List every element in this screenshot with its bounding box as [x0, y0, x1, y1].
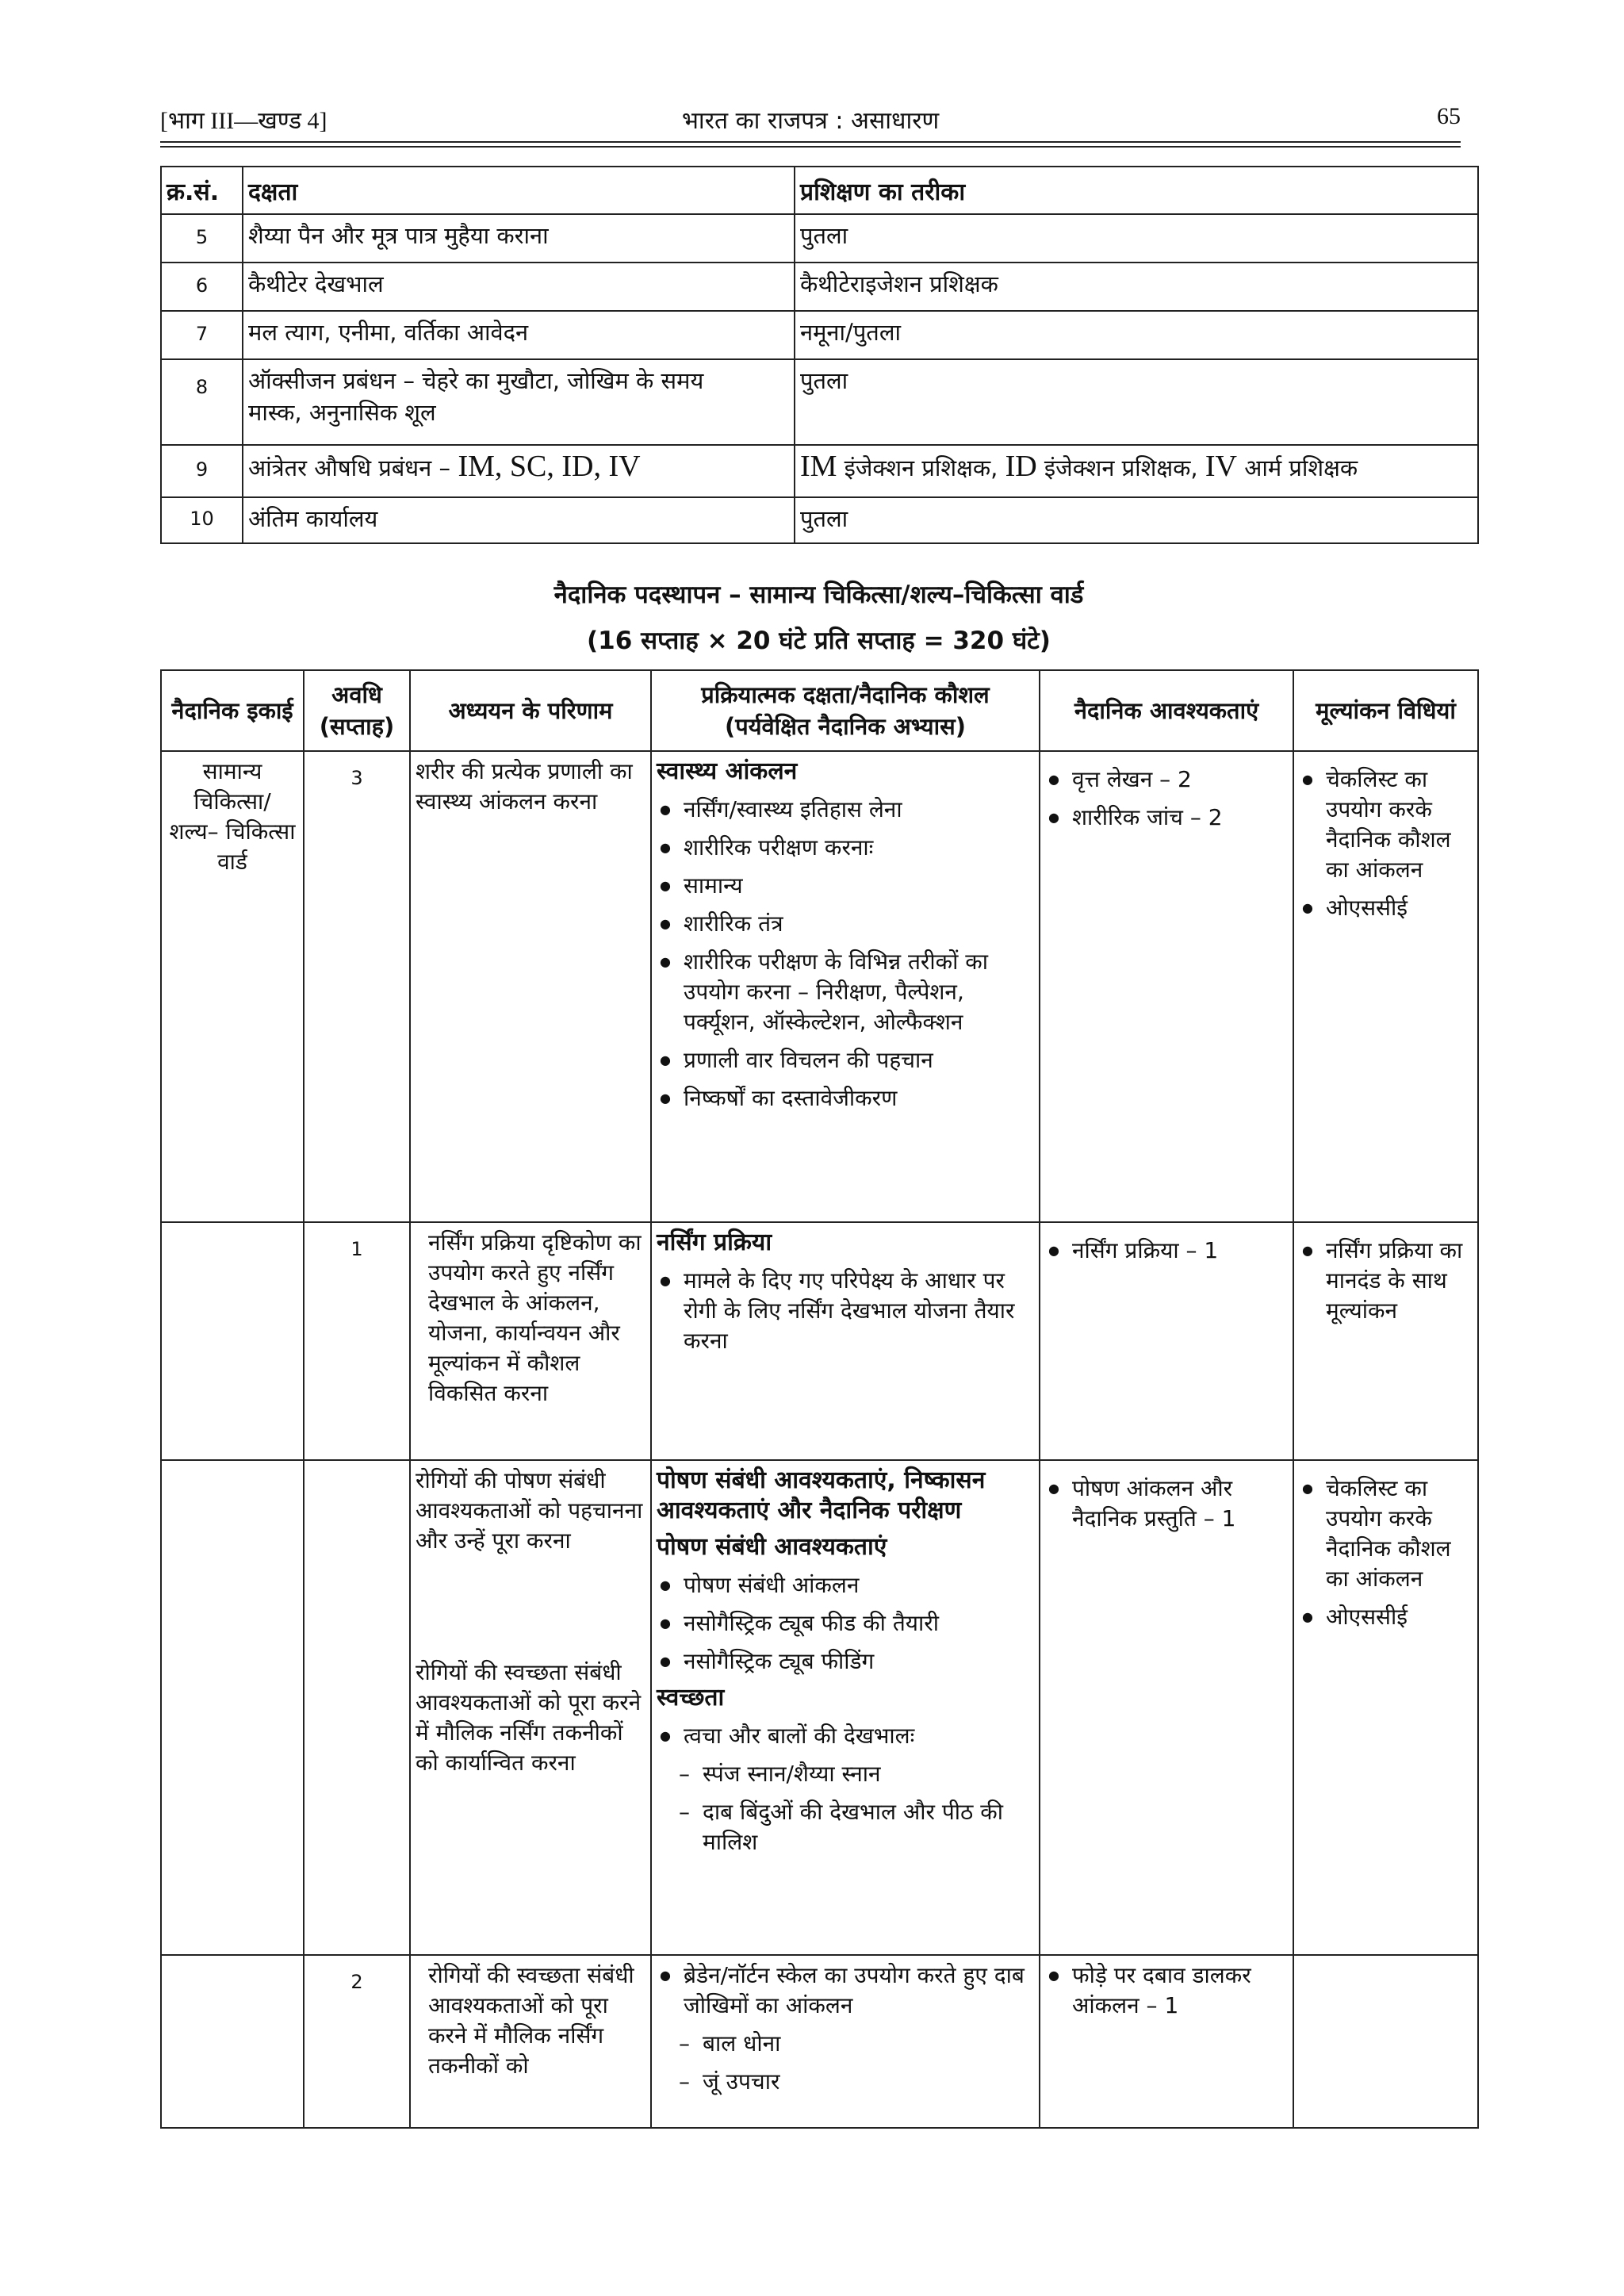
column-header-assessment-methods: मूल्यांकन विधियां [1293, 670, 1478, 751]
clinical-unit-cell [161, 1955, 304, 2128]
skill-cell: शैय्या पैन और मूत्र पात्र मुहैया कराना [243, 214, 795, 263]
list-item: ● शारीरिक जांच – 2 [1045, 803, 1288, 833]
duration-cell: 3 [304, 751, 410, 1222]
skill-cell [243, 445, 795, 497]
outcome-cell [410, 1460, 651, 1955]
column-header-duration: अवधि (सप्ताह) [304, 670, 410, 751]
method-cell [795, 445, 1478, 497]
skills-cell [651, 1460, 1040, 1955]
assessment-cell [1293, 1222, 1478, 1460]
list-item: ● शारीरिक तंत्र [657, 909, 1034, 939]
list-item: ● पोषण संबंधी आंकलन [657, 1570, 1034, 1600]
list-item: ● नर्सिंग प्रक्रिया – 1 [1045, 1236, 1288, 1266]
skill-heading: स्वास्थ्य आंकलन [657, 757, 798, 785]
serial-number: 7 [161, 311, 243, 359]
table-row [161, 359, 1478, 445]
list-item: ● ओएससीई [1299, 893, 1473, 923]
skill-subheading: स्वच्छता [657, 1684, 725, 1711]
list-item: ● नसोगैस्ट्रिक ट्यूब फीड की तैयारी [657, 1608, 1034, 1639]
list-item: ● फोड़े पर दबाव डालकर आंकलन – 1 [1045, 1961, 1288, 2021]
list-item: ● चेकलिस्ट का उपयोग करके नैदानिक कौशल का आंकलन [1299, 1474, 1473, 1594]
skill-cell: अंतिम कार्यालय [243, 497, 795, 543]
skill-cell: कैथीटेर देखभाल [243, 263, 795, 311]
table-row [161, 497, 1478, 543]
column-header-method: प्रशिक्षण का तरीका [795, 167, 1478, 214]
outcome-text: रोगियों की पोषण संबंधी आवश्यकताओं को पहचानना और उन्हें पूरा करना [416, 1467, 643, 1554]
section-subheading: (16 सप्ताह × 20 घंटे प्रति सप्ताह = 320 घंटे) [587, 627, 1051, 655]
clinical-posting-table [160, 669, 1479, 2129]
list-item: ● नसोगैस्ट्रिक ट्यूब फीडिंग [657, 1646, 1034, 1677]
serial-number: 5 [161, 214, 243, 263]
outcome-text: रोगियों की स्वच्छता संबंधी आवश्यकताओं को पूरा करने में मौलिक नर्सिंग तकनीकों को कार्यान्वित करना [416, 1659, 642, 1776]
assessment-cell [1293, 1460, 1478, 1955]
method-cell: पुतला [795, 214, 1478, 263]
clinical-unit-cell: सामान्य चिकित्सा/ शल्य– चिकित्सा वार्ड [161, 751, 304, 1222]
skill-cell: मल त्याग, एनीमा, वर्तिका आवेदन [243, 311, 795, 359]
method-text: आर्म प्रशिक्षक [1236, 454, 1358, 481]
method-cell: कैथीटेराइजेशन प्रशिक्षक [795, 263, 1478, 311]
list-item: ● चेकलिस्ट का उपयोग करके नैदानिक कौशल का आंकलन [1299, 765, 1473, 885]
header-section-label: [भाग III—खण्ड 4] [160, 108, 327, 134]
table-row [161, 751, 1478, 1222]
skills-cell [651, 1222, 1040, 1460]
column-header-clinical-unit: नैदानिक इकाई [161, 670, 304, 751]
skill-heading: नर्सिंग प्रक्रिया [657, 1228, 772, 1256]
serial-number: 9 [161, 445, 243, 497]
serial-number: 6 [161, 263, 243, 311]
header-rule [160, 141, 1461, 143]
column-header-clinical-requirements: नैदानिक आवश्यकताएं [1040, 670, 1293, 751]
column-header-learning-outcomes: अध्ययन के परिणाम [410, 670, 651, 751]
requirements-cell [1040, 1460, 1293, 1955]
column-header-procedural-skills: प्रक्रियात्मक दक्षता/नैदानिक कौशल (पर्यवेक्षित नैदानिक अभ्यास) [651, 670, 1040, 751]
assessment-cell [1293, 751, 1478, 1222]
table-row [161, 445, 1478, 497]
sub-list-item: – बाल धोना [657, 2029, 1034, 2059]
route-code: ID [1005, 450, 1037, 483]
table-row [161, 263, 1478, 311]
list-item: ● मामले के दिए गए परिपेक्ष्य के आधार पर रोगी के लिए नर्सिंग देखभाल योजना तैयार करना [657, 1266, 1034, 1356]
page-header [160, 103, 1461, 138]
table-row [161, 1955, 1478, 2128]
outcome-cell: शरीर की प्रत्येक प्रणाली का स्वास्थ्य आंकलन करना [410, 751, 651, 1222]
table-row [161, 1460, 1478, 1955]
list-item: ● ब्रेडेन/नॉर्टन स्केल का उपयोग करते हुए दाब जोखिमों का आंकलन [657, 1961, 1034, 2021]
section-heading: नैदानिक पदस्थापन – सामान्य चिकित्सा/शल्य–चिकित्सा वार्ड [553, 581, 1084, 609]
duration-cell: 1 [304, 1222, 410, 1460]
page-number: 65 [1437, 103, 1461, 129]
list-item: ● नर्सिंग/स्वास्थ्य इतिहास लेना [657, 795, 1034, 825]
list-item: ● नर्सिंग प्रक्रिया का मानदंड के साथ मूल्यांकन [1299, 1236, 1473, 1326]
skill-line: ऑक्सीजन प्रबंधन – चेहरे का मुखौटा, जोखिम के समय [248, 367, 704, 394]
table-header-row [161, 670, 1478, 751]
method-text: इंजेक्शन प्रशिक्षक, [837, 454, 1005, 481]
outcome-cell: नर्सिंग प्रक्रिया दृष्टिकोण का उपयोग करते हुए नर्सिंग देखभाल के आंकलन, योजना, कार्यान्वयन और मूल्यांकन में कौशल विकसित करना [410, 1222, 651, 1460]
outcome-cell: रोगियों की स्वच्छता संबंधी आवश्यकताओं को पूरा करने में मौलिक नर्सिंग तकनीकों को [410, 1955, 651, 2128]
sub-list-item: – जूं उपचार [657, 2067, 1034, 2097]
list-item: ● प्रणाली वार विचलन की पहचान [657, 1045, 1034, 1075]
route-abbreviations: IM, SC, ID, IV [450, 450, 641, 483]
table-row [161, 1222, 1478, 1460]
skill-line: मास्क, अनुनासिक शूल [248, 399, 436, 426]
method-text: इंजेक्शन प्रशिक्षक, [1036, 454, 1205, 481]
duration-cell [304, 1460, 410, 1955]
list-item: ● निष्कर्षों का दस्तावेजीकरण [657, 1083, 1034, 1114]
skill-text: आंत्रेतर औषधि प्रबंधन – [248, 454, 450, 481]
list-item: ● वृत्त लेखन – 2 [1045, 765, 1288, 795]
list-item: ● सामान्य [657, 871, 1034, 901]
table-header-row [161, 167, 1478, 214]
sub-list-item: – दाब बिंदुओं की देखभाल और पीठ की मालिश [657, 1797, 1034, 1857]
requirements-cell [1040, 751, 1293, 1222]
skill-heading: पोषण संबंधी आवश्यकताएं, निष्कासन आवश्यकताएं और नैदानिक परीक्षण [657, 1466, 986, 1524]
duration-cell: 2 [304, 1955, 410, 2128]
table-row [161, 311, 1478, 359]
skills-training-table [160, 166, 1479, 544]
skill-subheading: पोषण संबंधी आवश्यकताएं [657, 1533, 887, 1561]
method-cell: पुतला [795, 497, 1478, 543]
serial-number: 10 [161, 497, 243, 543]
header-rule [160, 146, 1461, 148]
column-header-skill: दक्षता [243, 167, 795, 214]
clinical-unit-cell [161, 1460, 304, 1955]
assessment-cell [1293, 1955, 1478, 2128]
requirements-cell [1040, 1222, 1293, 1460]
requirements-cell [1040, 1955, 1293, 2128]
list-item: ● ओएससीई [1299, 1602, 1473, 1632]
route-code: IM [800, 450, 837, 483]
column-header-serial: क्र.सं. [161, 167, 243, 214]
skills-cell [651, 1955, 1040, 2128]
method-cell: पुतला [795, 359, 1478, 445]
list-item: ● शारीरिक परीक्षण करनाः [657, 833, 1034, 863]
list-item: ● त्वचा और बालों की देखभालः [657, 1721, 1034, 1751]
sub-list-item: – स्पंज स्नान/शैय्या स्नान [657, 1759, 1034, 1789]
skills-cell [651, 751, 1040, 1222]
serial-number: 8 [161, 359, 243, 445]
list-item: ● शारीरिक परीक्षण के विभिन्न तरीकों का उपयोग करना – निरीक्षण, पैल्पेशन, पर्क्यूशन, ऑस्केल्टेशन, ओल्फैक्शन [657, 947, 1034, 1037]
list-item: ● पोषण आंकलन और नैदानिक प्रस्तुति – 1 [1045, 1474, 1288, 1534]
header-title: भारत का राजपत्र : असाधारण [681, 107, 940, 135]
clinical-unit-cell [161, 1222, 304, 1460]
table-row [161, 214, 1478, 263]
route-code: IV [1205, 450, 1237, 483]
skill-cell [243, 359, 795, 445]
method-cell: नमूना/पुतला [795, 311, 1478, 359]
